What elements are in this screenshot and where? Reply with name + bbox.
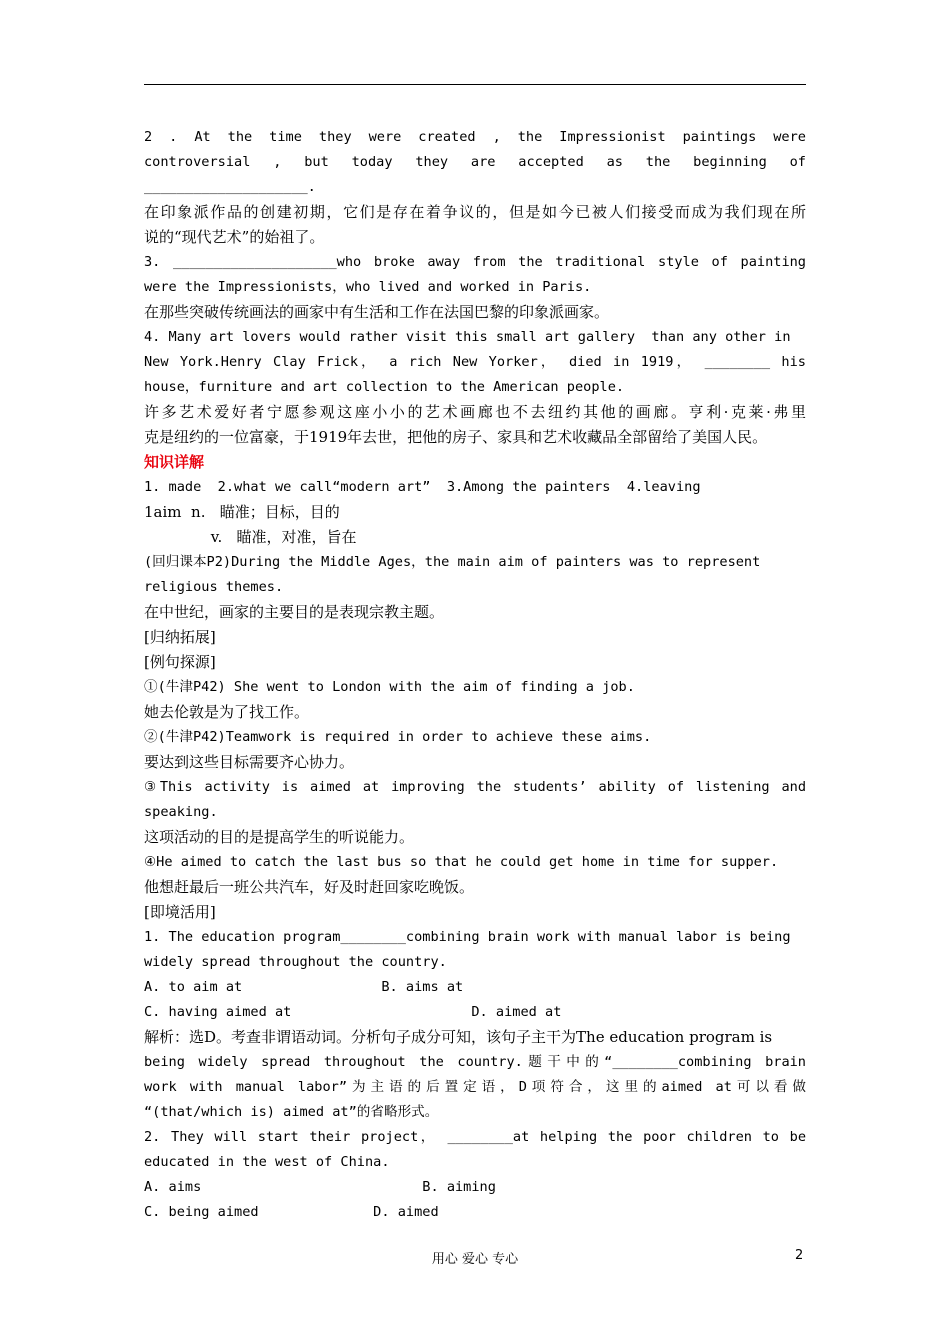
text-line: ②(牛津P42)Teamwork is required in order to achieve these aims. [144,729,652,745]
document-body [144,125,806,1225]
text-line: ③This activity is aimed at improving the students’ ability of listening and [144,779,806,795]
text-line: ____________________. [144,179,316,195]
text-line: “(that/which is) aimed at”的省略形式。 [144,1104,439,1120]
text-line: A. to aim at B. aims at [144,979,464,995]
text-line: C. having aimed at D. aimed at [144,1004,562,1020]
text-line: educated in the west of China. [144,1154,390,1170]
text-line: work with manual labor”为主语的后置定语，D项符合，这里的aimed at可以看做 [144,1079,806,1095]
text-line: [例句探源] [144,653,216,671]
text-line: 2. They will start their project， ________at helping the poor children to be [144,1129,806,1145]
text-line: (回归课本P2)During the Middle Ages，the main aim of painters was to represent [144,554,761,570]
text-line: 2 . At the time they were created , the Impressionist paintings were [144,129,806,145]
text-line: v. 瞄准，对准，旨在 [144,528,357,546]
text-line: controversial , but today they are accepted as the beginning of [144,154,806,170]
text-line: 在印象派作品的创建初期，它们是存在着争议的，但是如今已被人们接受而成为我们现在所 [144,203,806,221]
text-line: were the Impressionists，who lived and worked in Paris. [144,279,592,295]
text-line: 1. The education program________combining brain work with manual labor is being [144,929,791,945]
text-line: 说的“现代艺术”的始祖了。 [144,228,325,246]
text-line: [归纳拓展] [144,628,216,646]
text-line: ④He aimed to catch the last bus so that he could get home in time for supper. [144,854,779,870]
text-line: 他想赶最后一班公共汽车，好及时赶回家吃晚饭。 [144,878,475,896]
text-line: A. aims B. aiming [144,1179,496,1195]
text-line: house，furniture and art collection to the American people. [144,379,625,395]
page-number: 2 [795,1248,804,1263]
text-line: 要达到这些目标需要齐心协力。 [144,753,355,771]
text-line: 3. ____________________who broke away from the traditional style of painting [144,254,806,270]
text-line: 解析：选D。考查非谓语动词。分析句子成分可知，该句子主干为The education program is [144,1028,773,1046]
text-line: 在那些突破传统画法的画家中有生活和工作在法国巴黎的印象派画家。 [144,303,610,321]
text-line: 这项活动的目的是提高学生的听说能力。 [144,828,415,846]
text-line: 1. made 2.what we call“modern art” 3.Among the painters 4.leaving [144,479,701,495]
text-line: New York.Henry Clay Frick， a rich New Yorker， died in 1919， ________ his [144,354,806,370]
text-line: ①(牛津P42) She went to London with the aim of finding a job. [144,679,635,695]
text-line: 1aim n. 瞄准；目标，目的 [144,503,340,521]
footer-motto: 用心 爱心 专心 [431,1252,519,1267]
text-line: 她去伦敦是为了找工作。 [144,703,310,721]
text-line: C. being aimed D. aimed [144,1204,439,1220]
text-line: being widely spread throughout the country.题干中的“________combining brain [144,1054,806,1070]
text-line: religious themes. [144,579,284,595]
text-line: 克是纽约的一位富豪，于1919年去世，把他的房子、家具和艺术收藏品全部留给了美国人民。 [144,428,768,446]
text-line: speaking. [144,804,218,820]
page-footer [0,1248,950,1268]
text-line: 在中世纪，画家的主要目的是表现宗教主题。 [144,603,445,621]
text-line: [即境活用] [144,903,216,921]
text-line: widely spread throughout the country. [144,954,447,970]
header-rule [144,84,806,85]
text-line: 许多艺术爱好者宁愿参观这座小小的艺术画廊也不去纽约其他的画廊。亨利·克莱·弗里 [144,403,806,421]
section-heading: 知识详解 [144,453,205,471]
text-line: 4. Many art lovers would rather visit this small art gallery than any other in [144,329,791,345]
